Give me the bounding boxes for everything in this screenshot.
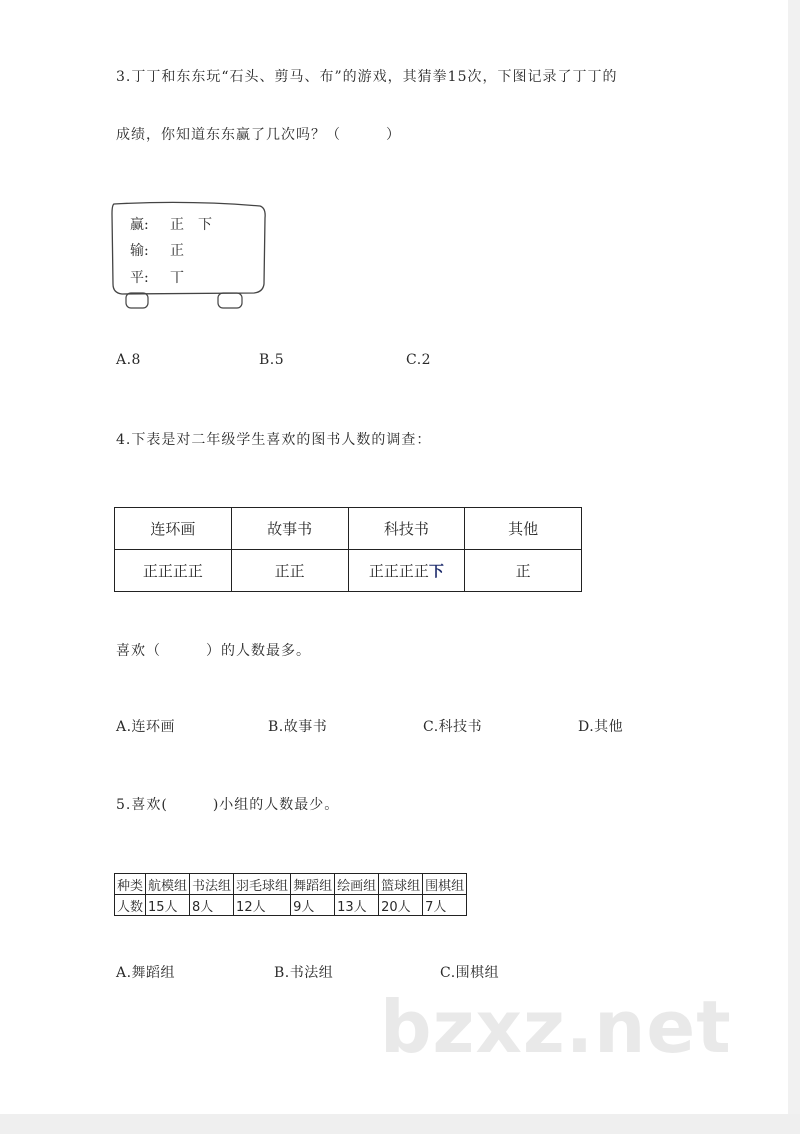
tally-marks-lose: 正 (170, 243, 184, 259)
q3-option-c: C.2 (406, 352, 432, 368)
q4-prompt: 4.下表是对二年级学生喜欢的图书人数的调查： (116, 432, 432, 448)
q5-option-a: A.舞蹈组 (116, 965, 176, 981)
tally-marks-win: 正 下 (170, 217, 212, 233)
tally-row-tie (130, 267, 184, 287)
tally-row-lose (130, 240, 184, 260)
group-cell: 篮球组 (379, 874, 423, 895)
group-cell: 人数 (115, 895, 146, 916)
q4-option-a: A.连环画 (116, 719, 176, 735)
book-tally-science: 正正正正 (368, 562, 429, 580)
book-survey-table (114, 507, 582, 592)
group-table (114, 873, 467, 916)
book-tally-cell-science (348, 550, 465, 592)
book-header-cell: 故事书 (231, 508, 348, 550)
group-cell: 围棋组 (423, 874, 467, 895)
tally-label-lose: 输: (130, 243, 149, 259)
book-header-cell: 其他 (465, 508, 582, 550)
group-cell: 舞蹈组 (291, 874, 335, 895)
q3-option-a: A.8 (116, 352, 141, 368)
tally-card (108, 198, 268, 294)
q5-option-c: C.围棋组 (440, 965, 500, 981)
group-cell: 13人 (335, 895, 379, 916)
book-table-header-row (115, 508, 582, 550)
q5-prompt: 5.喜欢( )小组的人数最少。 (116, 797, 340, 813)
q4-question: 喜欢（ ）的人数最多。 (116, 643, 311, 659)
group-cell: 15人 (146, 895, 190, 916)
page-edge-bottom (0, 1114, 800, 1134)
q3-line2: 成绩，你知道东东赢了几次吗？（ ） (116, 127, 401, 143)
group-table-row-kind (115, 874, 467, 895)
book-tally-extra-mark: 下 (428, 562, 444, 580)
q3-option-b: B.5 (259, 352, 285, 368)
group-table-row-count (115, 895, 467, 916)
book-tally-cell: 正 (465, 550, 582, 592)
tally-marks-tie: 丅 (170, 270, 184, 286)
book-tally-cell: 正正正正 (115, 550, 232, 592)
book-table-tally-row (115, 550, 582, 592)
group-cell: 9人 (291, 895, 335, 916)
page-edge-right (788, 0, 800, 1134)
watermark: bzxz.net (380, 985, 732, 1069)
book-header-cell: 连环画 (115, 508, 232, 550)
q5-option-b: B.书法组 (274, 965, 334, 981)
group-cell: 书法组 (190, 874, 234, 895)
tally-label-win: 赢: (130, 217, 149, 233)
group-cell: 20人 (379, 895, 423, 916)
q4-option-b: B.故事书 (268, 719, 328, 735)
group-cell: 绘画组 (335, 874, 379, 895)
group-cell: 羽毛球组 (234, 874, 291, 895)
group-cell: 12人 (234, 895, 291, 916)
group-cell: 种类 (115, 874, 146, 895)
book-header-cell: 科技书 (348, 508, 465, 550)
group-cell: 航模组 (146, 874, 190, 895)
q4-option-c: C.科技书 (423, 719, 483, 735)
group-cell: 7人 (423, 895, 467, 916)
q3-line1: 3.丁丁和东东玩“石头、剪马、布”的游戏，其猜拳15次，下图记录了丁丁的 (116, 69, 618, 85)
book-tally-cell: 正正 (231, 550, 348, 592)
tally-row-win (130, 214, 212, 234)
group-cell: 8人 (190, 895, 234, 916)
tally-label-tie: 平: (130, 270, 149, 286)
q4-option-d: D.其他 (578, 719, 624, 735)
